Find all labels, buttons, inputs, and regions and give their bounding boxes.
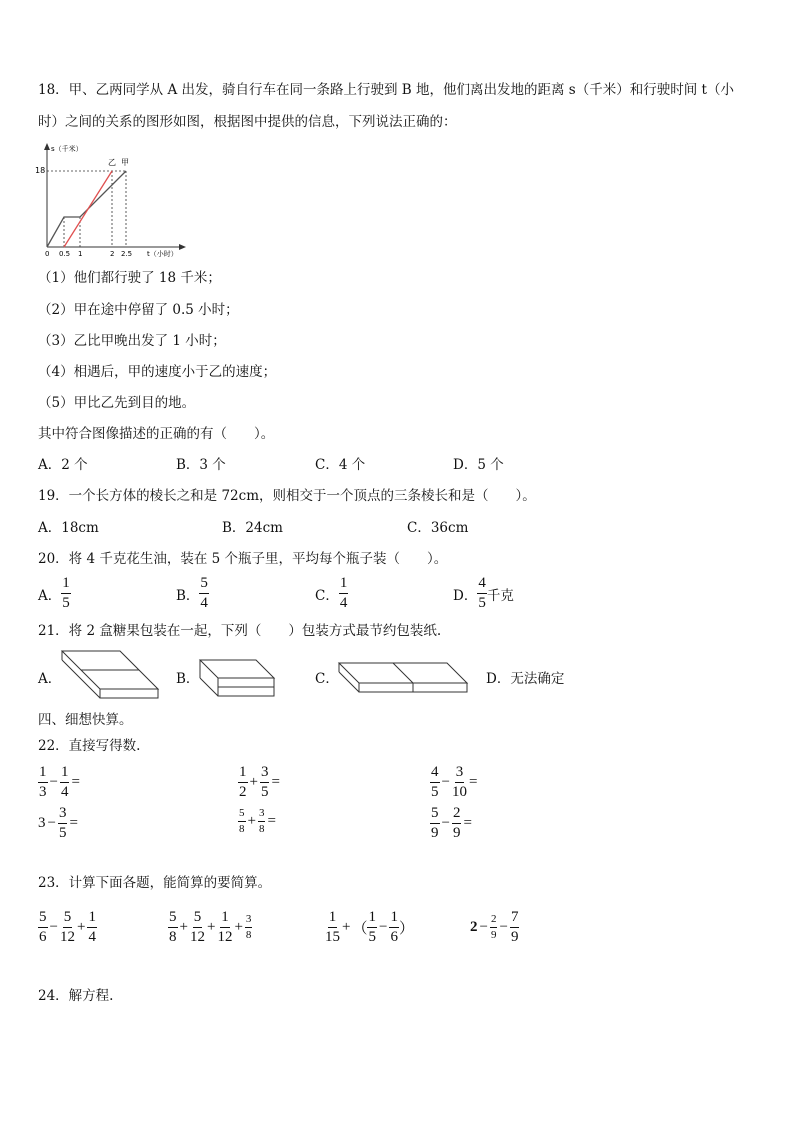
q18-statement-5: （5）甲比乙先到目的地。 bbox=[38, 395, 196, 411]
q18-option-d[interactable]: D．5 个 bbox=[453, 457, 504, 473]
q22-text: 22．直接写得数. bbox=[38, 738, 141, 754]
q18-statement-1: （1）他们都行驶了 18 千米； bbox=[38, 270, 221, 286]
q23-expr-4: 2 − $\frac{2}{9}$ − $\frac{7}{9}$ bbox=[470, 909, 519, 945]
y-axis-label: s（千米） bbox=[51, 145, 83, 153]
q20-option-d[interactable]: D． $\frac{4}{5}$ 千克 bbox=[453, 575, 514, 611]
x-tick-2.5: 2.5 bbox=[121, 250, 133, 258]
q20-option-a[interactable]: A． $\frac{1}{5}$ bbox=[38, 575, 70, 611]
x-axis-arrow bbox=[179, 244, 186, 250]
x-tick-0.5: 0.5 bbox=[59, 250, 71, 258]
q21-option-b-boxes[interactable] bbox=[198, 658, 278, 700]
x-tick-1: 1 bbox=[78, 250, 83, 258]
q24-text: 24．解方程. bbox=[38, 988, 114, 1004]
q22-expr-3: $\frac{4}{5}$ − $\frac{3}{10}$ = bbox=[431, 764, 478, 800]
q21-text: 21．将 2 盒糖果包装在一起，下列（ ）包装方式最节约包装纸. bbox=[38, 623, 442, 639]
q21-option-c-boxes[interactable] bbox=[337, 661, 471, 695]
q18-ask: 其中符合图像描述的正确的有（ ）。 bbox=[38, 426, 275, 442]
q23-expr-3: $\frac{1}{15}$ + （ $\frac{1}{5}$ − $\frac{1}{6}$ ） bbox=[325, 909, 414, 945]
q18-text-line1: 18．甲、乙两同学从 A 出发，骑自行车在同一条路上行驶到 B 地，他们离出发地的距离 s（千米）和行驶时间 t（小 bbox=[38, 82, 734, 98]
y-axis-arrow bbox=[44, 143, 50, 150]
legend-jia: 甲 bbox=[121, 158, 129, 167]
q21-label-b[interactable]: B． bbox=[176, 671, 200, 687]
q18-distance-time-graph bbox=[34, 141, 194, 259]
series-yi bbox=[64, 171, 112, 247]
q19-option-b[interactable]: B．24cm bbox=[222, 520, 283, 536]
q22-expr-5: $\frac{5}{8}$ + $\frac{3}{8}$ = bbox=[239, 807, 276, 835]
q19-text: 19．一个长方体的棱长之和是 72cm，则相交于一个顶点的三条棱长和是（ ）。 bbox=[38, 488, 536, 504]
q22-expr-6: $\frac{5}{9}$ − $\frac{2}{9}$ = bbox=[431, 805, 472, 841]
legend-yi: 乙 bbox=[108, 158, 116, 167]
q21-label-c[interactable]: C． bbox=[315, 671, 339, 687]
q18-option-c[interactable]: C．4 个 bbox=[315, 457, 366, 473]
q21-label-a[interactable]: A． bbox=[38, 671, 62, 687]
q19-option-c[interactable]: C．36cm bbox=[407, 520, 469, 536]
q18-statement-2: （2）甲在途中停留了 0.5 小时； bbox=[38, 302, 239, 318]
q23-text: 23．计算下面各题，能简算的要简算。 bbox=[38, 875, 272, 891]
q21-option-a-boxes[interactable] bbox=[60, 649, 160, 701]
section-4-heading: 四、细想快算。 bbox=[38, 712, 133, 728]
x-tick-2: 2 bbox=[110, 250, 115, 258]
q18-option-a[interactable]: A．2 个 bbox=[38, 457, 88, 473]
x-axis-label: t（小时） bbox=[147, 250, 178, 258]
q22-expr-1: $\frac{1}{3}$ − $\frac{1}{4}$ = bbox=[39, 764, 80, 800]
q20-option-c[interactable]: C． $\frac{1}{4}$ bbox=[315, 575, 348, 611]
q18-text-line2: 时）之间的关系的图形如图，根据图中提供的信息，下列说法正确的： bbox=[38, 114, 457, 130]
q18-statement-4: （4）相遇后，甲的速度小于乙的速度； bbox=[38, 364, 277, 380]
q21-label-d[interactable]: D．无法确定 bbox=[486, 671, 565, 687]
q22-expr-2: $\frac{1}{2}$ + $\frac{3}{5}$ = bbox=[239, 764, 280, 800]
q18-statement-3: （3）乙比甲晚出发了 1 小时； bbox=[38, 333, 226, 349]
q18-option-b[interactable]: B．3 个 bbox=[176, 457, 226, 473]
q23-expr-1: $\frac{5}{6}$ − $\frac{5}{12}$ + $\frac{1}{4}$ bbox=[39, 909, 96, 945]
q20-text: 20．将 4 千克花生油，装在 5 个瓶子里，平均每个瓶子装（ ）。 bbox=[38, 551, 448, 567]
y-tick-18: 18 bbox=[35, 166, 46, 175]
q22-expr-4: 3 − $\frac{3}{5}$ = bbox=[38, 805, 78, 841]
x-tick-0: 0 bbox=[45, 250, 50, 258]
q23-expr-2: $\frac{5}{8}$ + $\frac{5}{12}$ + $\frac{1}{12}$ + $\frac{3}{8}$ bbox=[169, 909, 252, 945]
q20-option-b[interactable]: B． $\frac{5}{4}$ bbox=[176, 575, 208, 611]
q19-option-a[interactable]: A．18cm bbox=[38, 520, 99, 536]
series-jia bbox=[47, 171, 126, 247]
